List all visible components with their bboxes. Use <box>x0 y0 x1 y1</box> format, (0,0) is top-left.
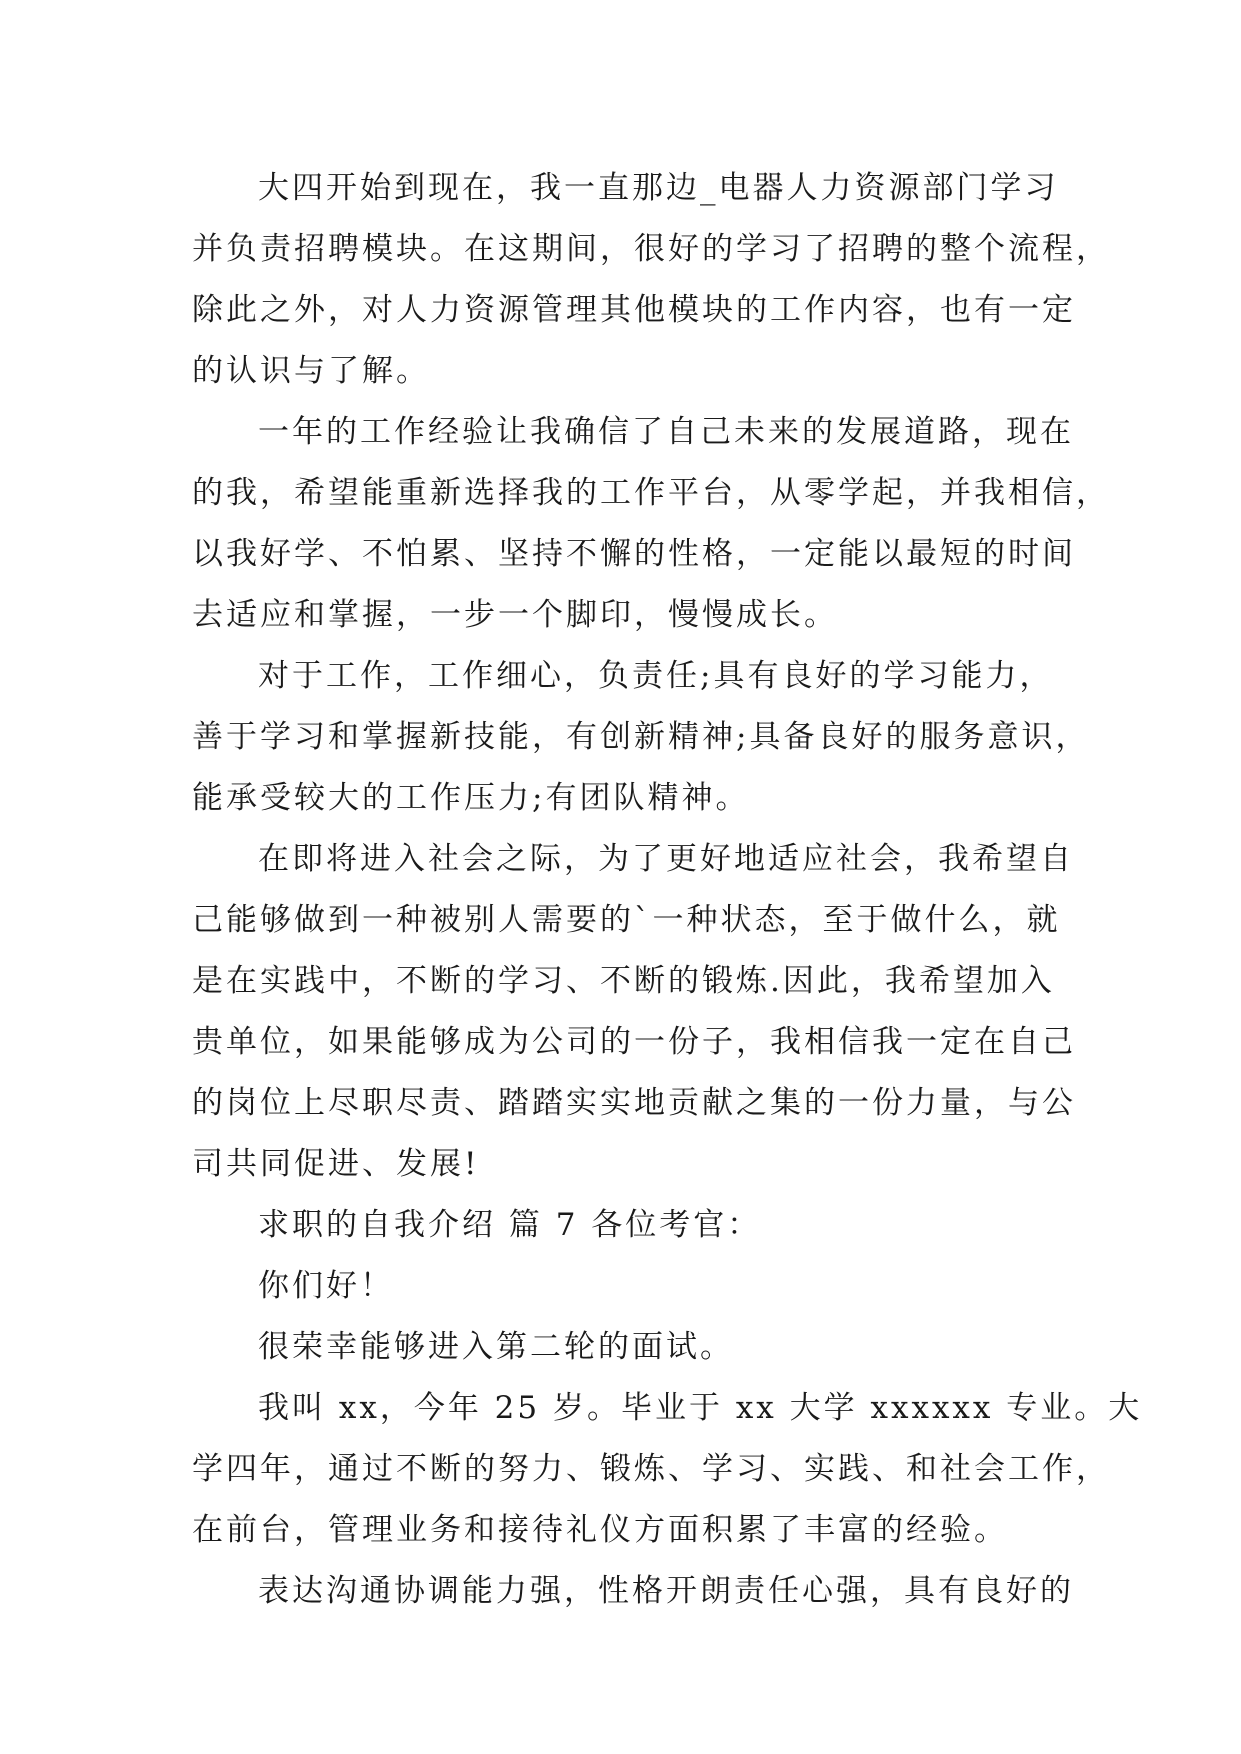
text-line: 学四年，通过不断的努力、锻炼、学习、实践、和社会工作， <box>192 1451 1110 1487</box>
paragraph <box>192 1561 1074 1622</box>
text-line: 一年的工作经验让我确信了自己未来的发展道路，现在 <box>258 414 1074 450</box>
text-line: 你们好！ <box>258 1268 394 1304</box>
document-body <box>192 158 1143 1622</box>
text-line: 以我好学、不怕累、坚持不懈的性格，一定能以最短的时间 <box>192 536 1076 572</box>
text-line: 求职的自我介绍 篇 7 各位考官： <box>258 1207 762 1243</box>
text-line: 除此之外，对人力资源管理其他模块的工作内容，也有一定 <box>192 292 1076 328</box>
text-line: 的岗位上尽职尽责、踏踏实实地贡献之集的一份力量，与公 <box>192 1085 1076 1121</box>
paragraph <box>192 1256 1062 1317</box>
paragraph <box>192 829 1076 1195</box>
paragraph <box>192 1378 1143 1561</box>
paragraph <box>192 646 1090 829</box>
paragraph <box>192 1195 1062 1256</box>
text-line: 我叫 xx，今年 25 岁。毕业于 xx 大学 xxxxxx 专业。大 <box>258 1390 1143 1426</box>
text-line: 是在实践中，不断的学习、不断的锻炼.因此，我希望加入 <box>192 963 1055 999</box>
text-line: 的我，希望能重新选择我的工作平台，从零学起，并我相信， <box>192 475 1110 511</box>
text-line: 贵单位，如果能够成为公司的一份子，我相信我一定在自己 <box>192 1024 1076 1060</box>
text-line: 能承受较大的工作压力;有团队精神。 <box>192 780 750 816</box>
text-line: 司共同促进、发展! <box>192 1146 480 1182</box>
text-line: 并负责招聘模块。在这期间，很好的学习了招聘的整个流程， <box>192 231 1110 267</box>
text-line: 在前台，管理业务和接待礼仪方面积累了丰富的经验。 <box>192 1512 1008 1548</box>
paragraph <box>192 1317 1062 1378</box>
text-line: 己能够做到一种被别人需要的`一种状态，至于做什么，就 <box>192 902 1061 938</box>
text-line: 善于学习和掌握新技能，有创新精神;具备良好的服务意识， <box>192 719 1090 755</box>
text-line: 去适应和掌握，一步一个脚印，慢慢成长。 <box>192 597 838 633</box>
text-line: 大四开始到现在，我一直那边_电器人力资源部门学习 <box>258 170 1059 206</box>
text-line: 表达沟通协调能力强，性格开朗责任心强，具有良好的 <box>258 1573 1074 1609</box>
paragraph <box>192 158 1110 402</box>
text-line: 很荣幸能够进入第二轮的面试。 <box>258 1329 734 1365</box>
paragraph <box>192 402 1110 646</box>
text-line: 对于工作，工作细心，负责任;具有良好的学习能力， <box>258 658 1054 694</box>
text-line: 的认识与了解。 <box>192 353 430 389</box>
text-line: 在即将进入社会之际，为了更好地适应社会，我希望自 <box>258 841 1074 877</box>
